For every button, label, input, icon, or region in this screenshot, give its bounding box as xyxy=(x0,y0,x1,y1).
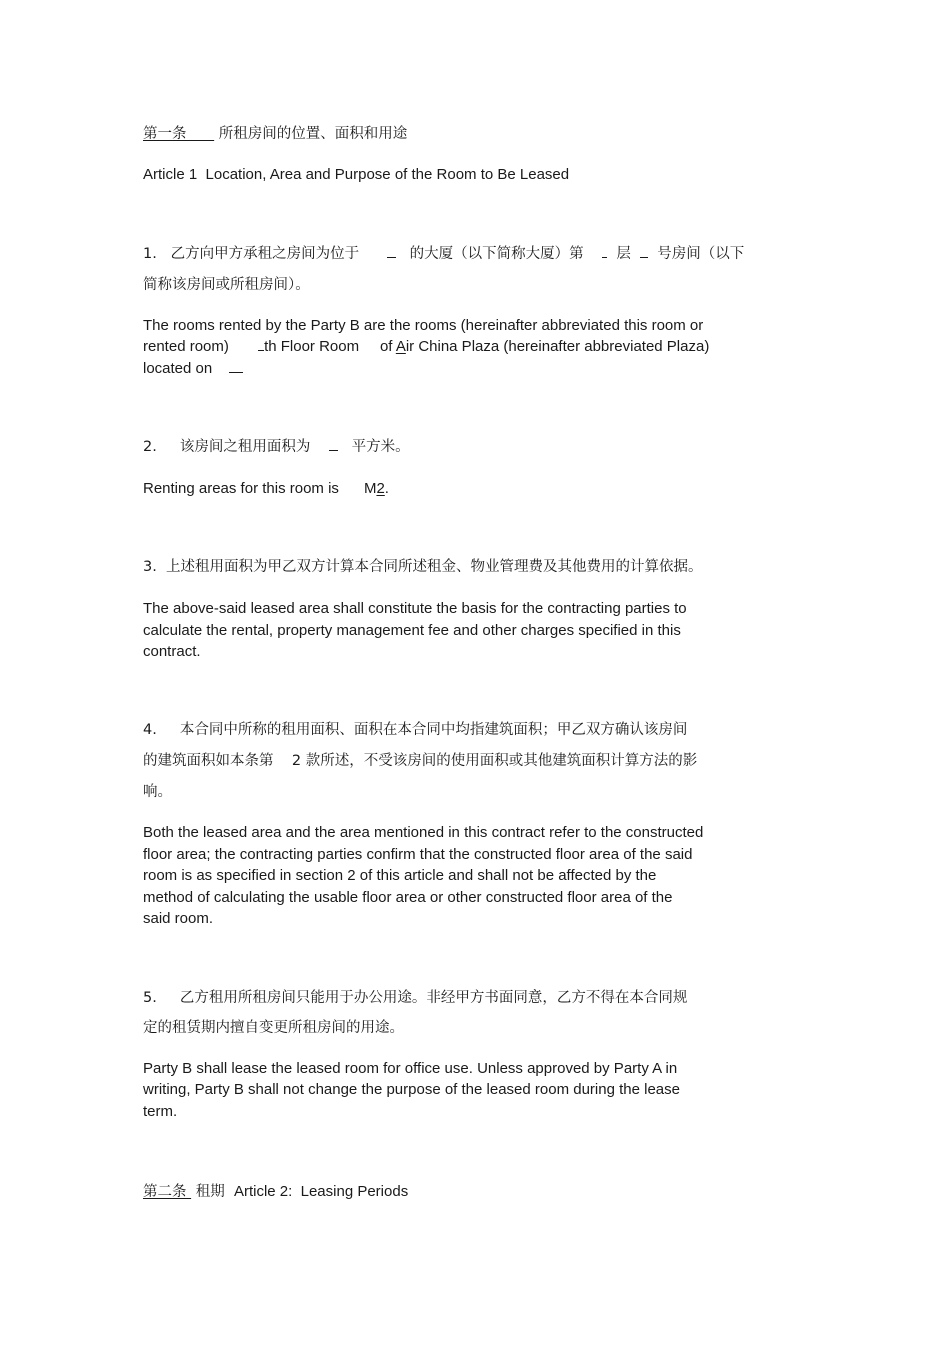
clause4-cn-line2: 的建筑面积如本条第 2 款所述，不受该房间的使用面积或其他建筑面积计算方法的影 xyxy=(143,753,698,769)
clause2-en-part-a: Renting areas for this room is xyxy=(143,480,339,497)
clause1-number: 1. xyxy=(143,246,157,262)
article2-label-underline xyxy=(187,1184,192,1200)
clause3-en-line2: calculate the rental, property management fee and other charges specified in this xyxy=(143,622,681,639)
blank-room-number xyxy=(640,245,648,258)
clause1-cn-part-c: 层 xyxy=(616,246,631,262)
clause5-en-line2: writing, Party B shall not change the purpose of the leased room during the lease xyxy=(143,1081,680,1098)
clause3-en-line3: contract. xyxy=(143,643,201,660)
clause5-en-line3: term. xyxy=(143,1103,178,1120)
clause2-cn-part-a: 该房间之租用面积为 xyxy=(179,439,311,455)
clause5-cn-line2: 定的租赁期内擅自变更所租房间的用途。 xyxy=(143,1020,404,1036)
clause2-en-unit: M xyxy=(363,480,377,497)
clause2-cn-part-b: 平方米。 xyxy=(351,439,410,455)
clause1-cn-part-d: 号房间（以下 xyxy=(657,246,745,262)
clause2-en-line xyxy=(143,480,389,498)
clause1-en-line1: The rooms rented by the Party B are the rooms (hereinafter abbreviated this room or xyxy=(143,317,704,334)
blank-floor xyxy=(602,245,607,258)
clause1-cn-part-b: 的大厦（以下简称大厦）第 xyxy=(409,246,584,262)
article2-cn-title: 租期 xyxy=(195,1184,225,1200)
clause4-en-line4: method of calculating the usable floor area or other constructed floor area of the xyxy=(143,889,673,906)
clause1-en-located-on: located on xyxy=(143,360,213,377)
clause1-cn-part-a: 乙方向甲方承租之房间为位于 xyxy=(170,246,360,262)
article2-en-title: Article 2: Leasing Periods xyxy=(233,1183,409,1200)
clause2-en-unit-exponent: 2 xyxy=(376,480,385,497)
clause3-en-line1: The above-said leased area shall constitute the basis for the contracting parties to xyxy=(143,600,687,617)
clause3-cn-line: 3. 上述租用面积为甲乙双方计算本合同所述租金、物业管理费及其他费用的计算依据。 xyxy=(143,559,703,575)
article1-cn-label: 第一条 xyxy=(143,126,187,142)
clause4-en-line3: room is as specified in section 2 of this article and shall not be affected by the xyxy=(143,867,657,884)
clause4-cn-line1: 4. 本合同中所称的租用面积、面积在本合同中均指建筑面积；甲乙双方确认该房间 xyxy=(143,722,688,738)
article2-cn-label: 第二条 xyxy=(143,1184,187,1200)
article1-cn-title: 所租房间的位置、面积和用途 xyxy=(218,126,408,142)
clause1-en-part-b: th Floor Room xyxy=(264,338,360,355)
clause1-en-part-e: ir China Plaza (hereinafter abbreviated Plaza) xyxy=(405,338,710,355)
blank-location-en xyxy=(229,360,243,373)
clause5-en-line1: Party B shall lease the leased room for office use. Unless approved by Party A in xyxy=(143,1060,678,1077)
clause1-en-line3 xyxy=(143,360,243,378)
clause1-en-line2 xyxy=(143,338,709,356)
article1-en-heading: Article 1 Location, Area and Purpose of the Room to Be Leased xyxy=(143,166,570,183)
clause1-en-part-c: of xyxy=(379,338,396,355)
clause1-cn-line1 xyxy=(143,245,744,263)
article2-heading xyxy=(143,1183,408,1201)
clause4-en-line5: said room. xyxy=(143,910,214,927)
clause2-number: 2. xyxy=(143,439,157,455)
clause1-en-part-d: A xyxy=(395,338,406,355)
clause4-en-line2: floor area; the contracting parties confirm that the constructed floor area of the said xyxy=(143,846,693,863)
article1-cn-heading xyxy=(143,125,407,143)
blank-area xyxy=(329,438,338,451)
clause1-cn-line2: 简称该房间或所租房间）。 xyxy=(143,277,310,293)
clause4-en-line1: Both the leased area and the area mentioned in this contract refer to the constructed xyxy=(143,824,704,841)
clause2-en-period: . xyxy=(384,480,389,497)
clause4-cn-line3: 响。 xyxy=(143,784,172,800)
clause5-cn-line1: 5. 乙方租用所租房间只能用于办公用途。非经甲方书面同意，乙方不得在本合同规 xyxy=(143,990,688,1006)
clause1-en-part-a: rented room) xyxy=(143,338,229,355)
article1-label-underline xyxy=(187,126,215,142)
clause2-cn-line xyxy=(143,438,410,456)
blank-building xyxy=(387,245,396,258)
